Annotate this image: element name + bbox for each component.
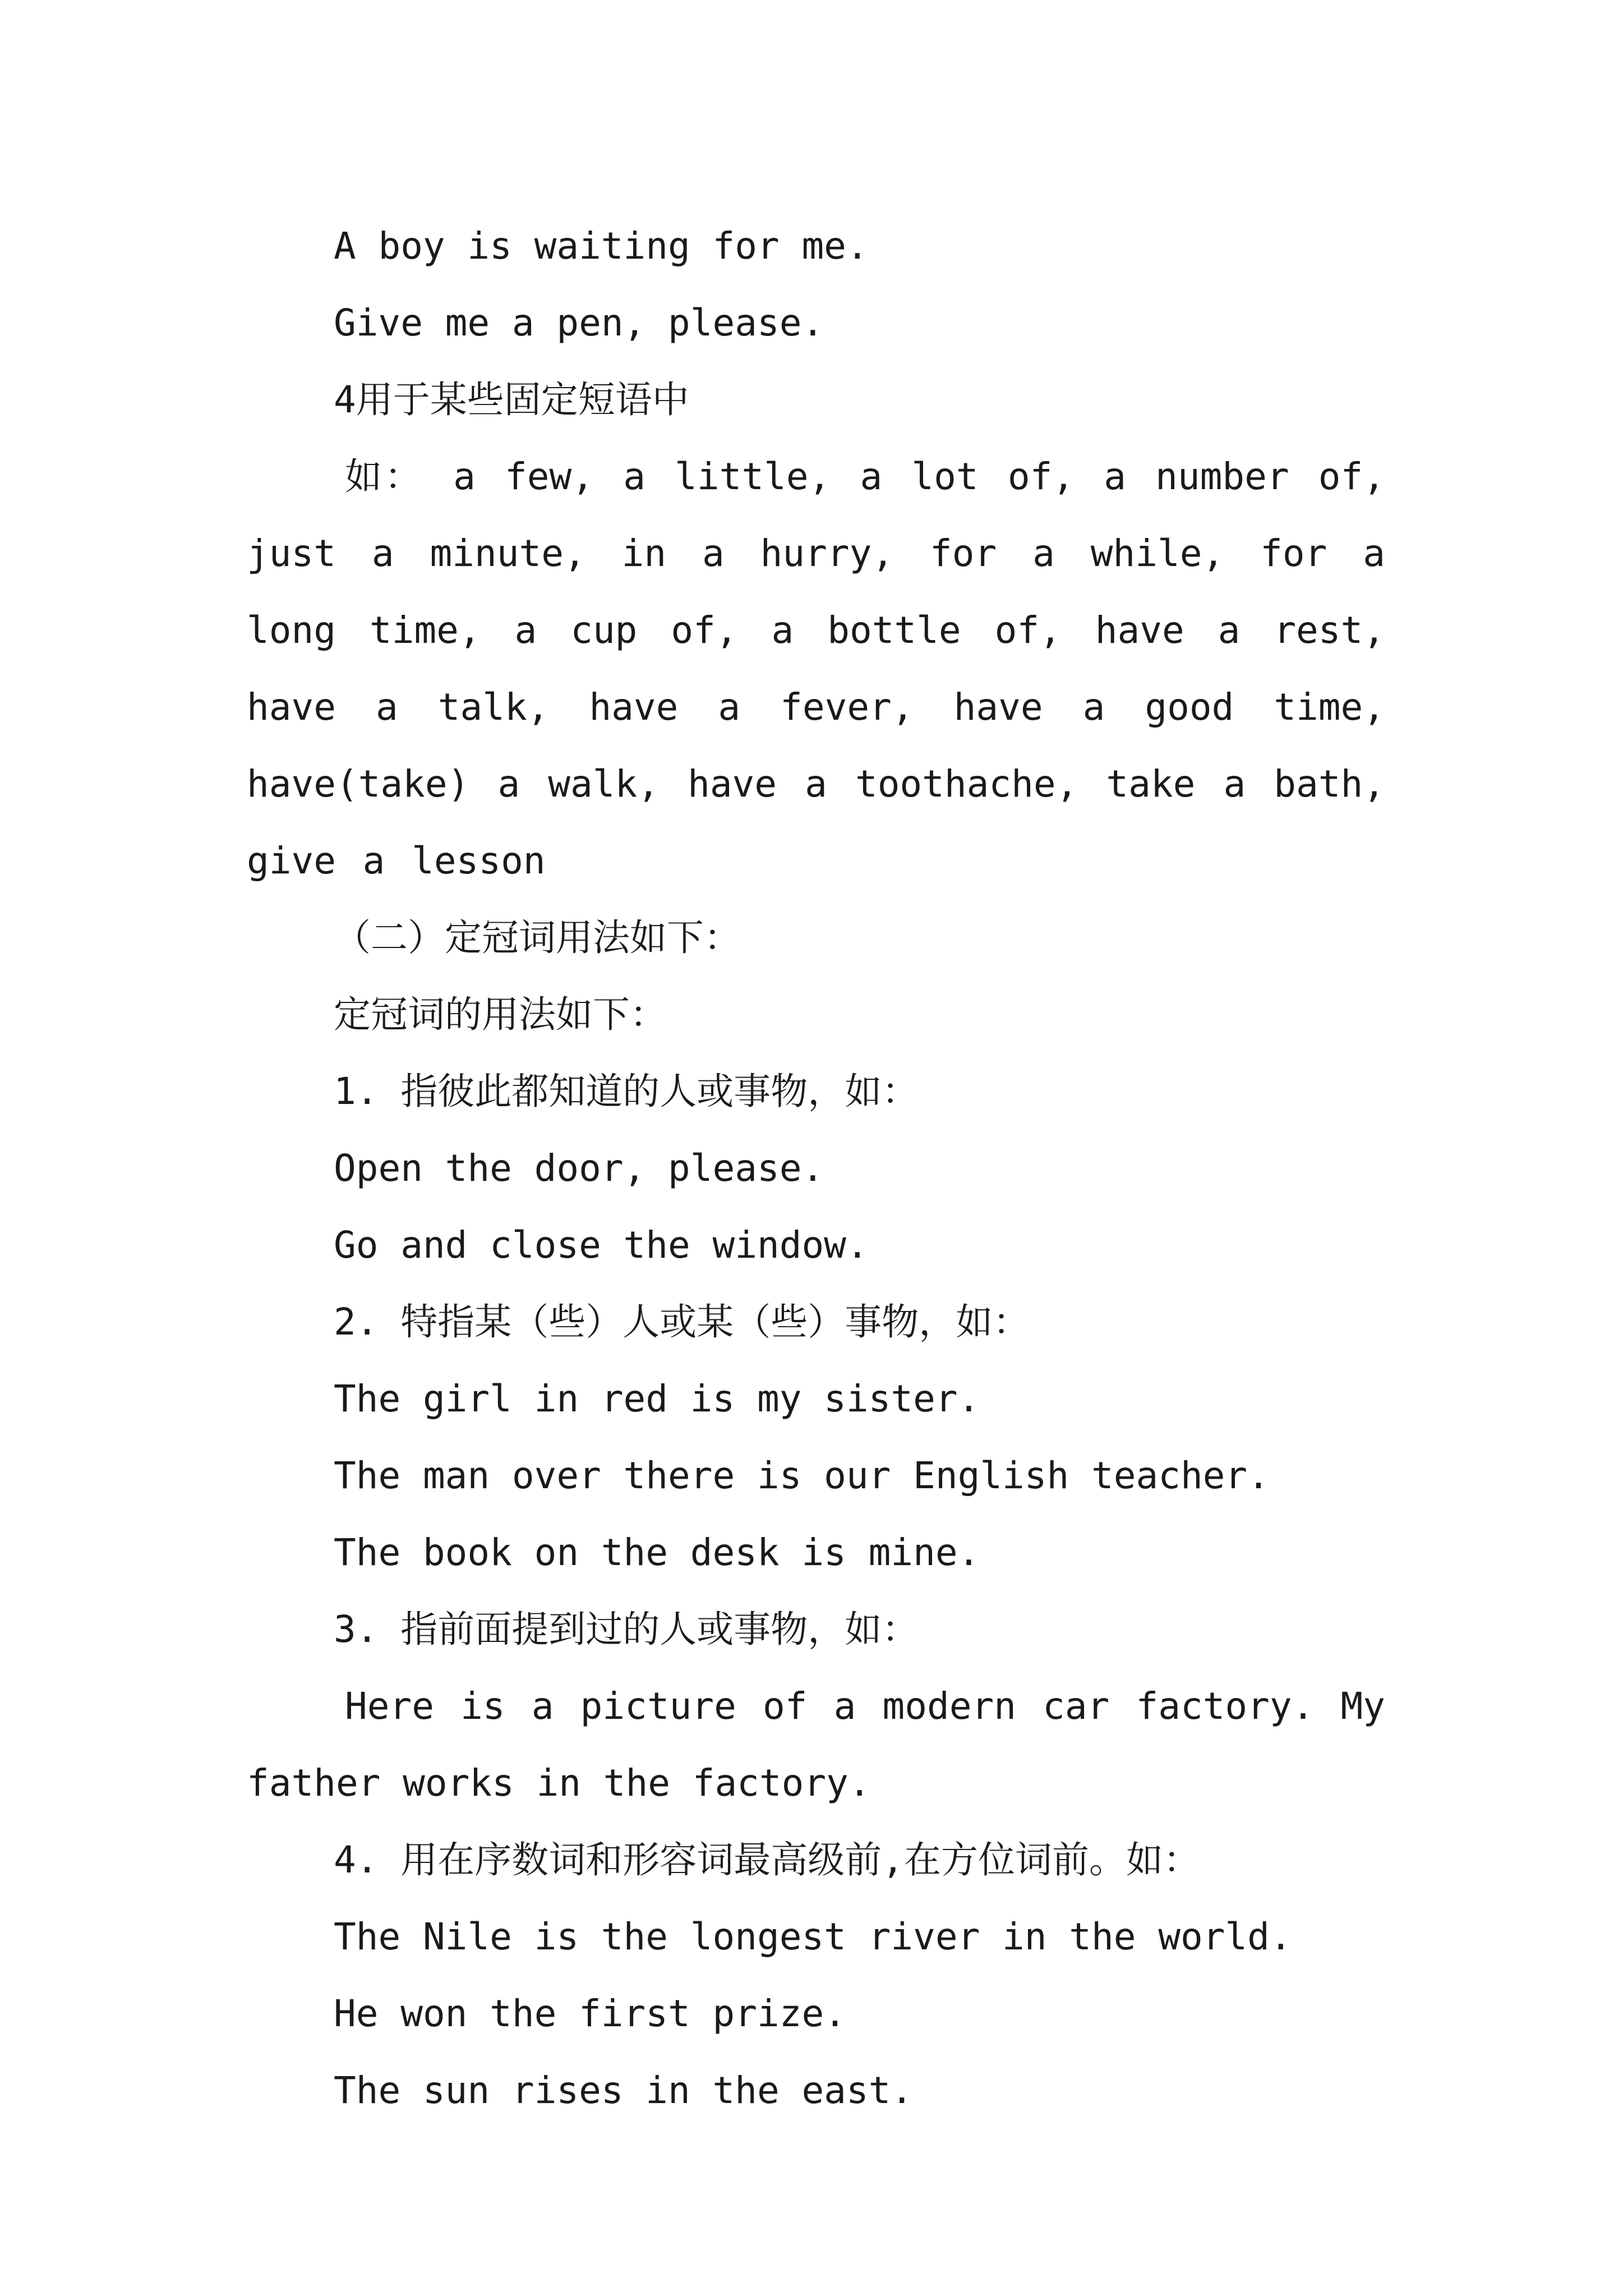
example-sentence: Open the door, please. [334, 1147, 824, 1190]
rule-heading: 1. 指彼此都知道的人或事物，如： [334, 1070, 919, 1113]
example-sentence: Give me a pen, please. [334, 301, 824, 344]
rule-heading: 4. 用在序数词和形容词最高级前,在方位词前。如： [334, 1838, 1200, 1881]
example-sentence: The book on the desk is mine. [334, 1531, 980, 1574]
example-sentence: The man over there is our English teacher. [334, 1454, 1270, 1497]
example-sentence: The girl in red is my sister. [334, 1377, 980, 1420]
example-sentence: The Nile is the longest river in the world. [334, 1915, 1292, 1958]
example-sentence: A boy is waiting for me. [334, 224, 869, 268]
section-intro: 定冠词的用法如下： [334, 993, 667, 1036]
rule-heading: 2. 特指某（些）人或某（些）事物，如： [334, 1300, 1030, 1343]
fixed-phrases-paragraph: 如： a few, a little, a lot of, a number of, just a minute, in a hurry, for a while, for a long time, a cup of, a bottle of, have a rest, have a talk, have a fever, have a good time, have(take) a walk, have a toothache, take a bath, give a lesson [247, 455, 1385, 882]
rule-heading: 3. 指前面提到过的人或事物，如： [334, 1608, 919, 1651]
rule-heading: 4用于某些固定短语中 [334, 378, 689, 421]
example-sentence: He won the first prize. [334, 1992, 846, 2035]
example-paragraph: Here is a picture of a modern car factory. My father works in the factory. [247, 1685, 1385, 1805]
example-sentence: The sun rises in the east. [334, 2069, 914, 2112]
section-heading: （二）定冠词用法如下： [334, 916, 741, 959]
document-body [247, 208, 1385, 2129]
example-sentence: Go and close the window. [334, 1223, 869, 1267]
